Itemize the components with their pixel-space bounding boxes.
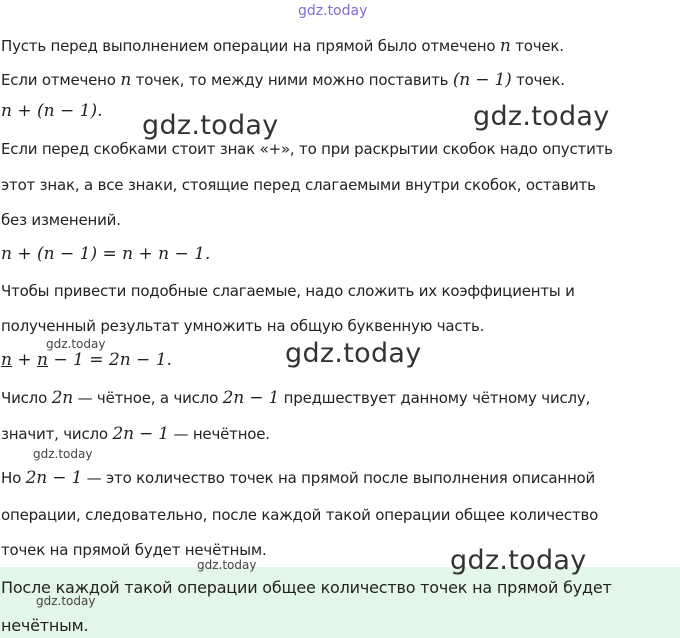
line-13-math: 2n − 1 [25,468,83,488]
watermark-big-3: gdz.today [285,338,422,369]
watermark-small-1: gdz.today [46,337,106,351]
line-1-text: Пусть перед выполнением операции на прямой было отмечено [1,37,500,55]
text-line-5: этот знак, а все знаки, стоящие перед слагаемыми внутри скобок, оставить [1,176,596,194]
text-line-11 [1,388,590,408]
line-2-text-end: точек. [511,71,565,89]
text-line-2 [1,70,565,90]
text-line-6: без изменений. [1,211,121,229]
watermark-top: gdz.today [298,3,368,19]
line-11-math-1: 2n [51,388,73,408]
line-11-text: Число [1,389,52,407]
line-11-math-2: 2n − 1 [222,388,280,408]
math-line-3-term-2: n [37,350,48,370]
line-2-math-expr: (n − 1) [452,70,512,90]
watermark-big-2: gdz.today [473,101,610,132]
answer-line-2: нечётным. [1,616,89,635]
text-line-4: Если перед скобками стоит знак «+», то при раскрытии скобок надо опустить [1,140,613,158]
line-2-math-var: n [120,70,132,90]
math-line-3-plus: + [11,350,38,370]
text-line-12 [1,424,270,444]
text-line-1 [1,36,564,56]
text-line-13 [1,468,595,488]
text-line-14: операции, следовательно, после каждой такой операции общее количество [1,506,599,524]
answer-line-1: После каждой такой операции общее количество точек на прямой будет [1,578,612,597]
line-11-text-end: предшествует данному чётному числу, [279,389,591,407]
math-line-2: n + (n − 1) = n + n − 1. [1,244,211,264]
line-13-text: Но [1,469,26,487]
text-line-15: точек на прямой будет нечётным. [1,541,267,559]
watermark-small-4: gdz.today [36,594,96,608]
math-line-3-term-1: n [1,350,12,370]
watermark-small-2: gdz.today [33,447,93,461]
line-2-text-mid: точек, то между ними можно поставить [131,71,453,89]
text-line-9: полученный результат умножить на общую буквенную часть. [1,317,485,335]
math-line-3-rest: − 1 = 2n − 1. [47,350,172,370]
math-line-3 [1,350,172,370]
line-12-text-end: — нечётное. [168,425,270,443]
line-13-text-end: — это количество точек на прямой после выполнения описанной [82,469,596,487]
answer-block [0,567,680,638]
watermark-big-4: gdz.today [450,545,587,576]
watermark-big-1: gdz.today [142,110,279,141]
watermark-small-3: gdz.today [197,558,257,572]
line-2-text: Если отмечено [1,71,121,89]
line-11-text-mid: — чётное, а число [73,389,223,407]
line-12-math: 2n − 1 [112,424,169,444]
line-12-text: значит, число [1,425,113,443]
line-1-text-end: точек. [510,37,564,55]
text-line-8: Чтобы привести подобные слагаемые, надо сложить их коэффициенты и [1,282,575,300]
math-line-1: n + (n − 1). [1,101,103,121]
line-1-math: n [499,36,511,56]
